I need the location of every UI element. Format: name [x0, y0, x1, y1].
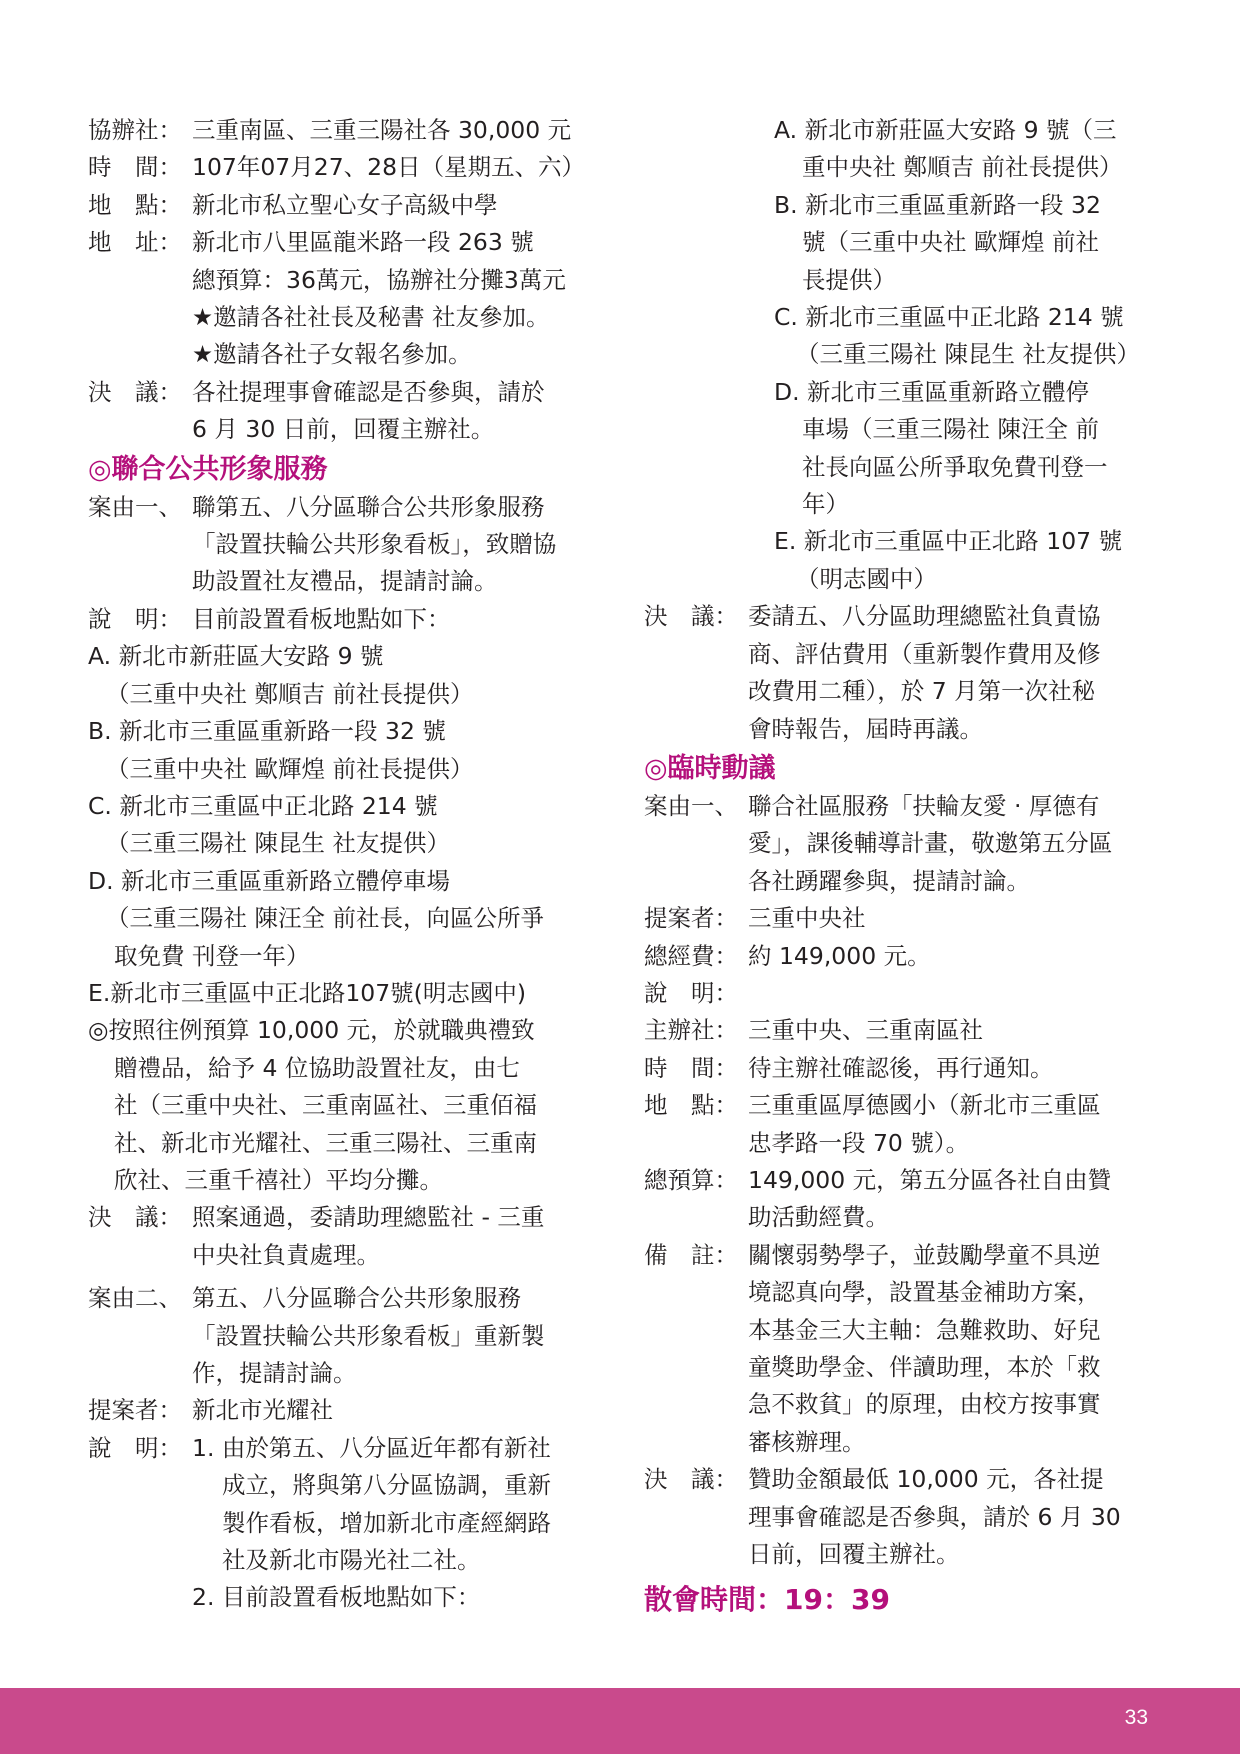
- resolution-cont: 中央社負責處理。: [192, 1240, 380, 1269]
- location-note: （三重中央社 鄭順吉 前社長提供）: [106, 679, 474, 708]
- section-heading-extempore: ◎臨時動議: [644, 752, 776, 784]
- resolution-row: 決 議： 贊助金額最低 10,000 元，各社提: [644, 1465, 1104, 1494]
- resolution-cont: 理事會確認是否參與，請於 6 月 30: [748, 1502, 1121, 1531]
- address-note: 總預算：36萬元，協辦社分攤3萬元: [192, 265, 566, 294]
- location-item: D. 新北市三重區重新路立體停: [774, 377, 1090, 406]
- location-item: D. 新北市三重區重新路立體停車場: [88, 866, 451, 895]
- total-fund-row: 總經費： 約 149,000 元。: [644, 941, 931, 970]
- page-number: 33: [1124, 1706, 1148, 1729]
- closing-time: 散會時間：19：39: [644, 1583, 890, 1617]
- resolution-cont: 改費用二種），於 7 月第一次社秘: [748, 677, 1096, 706]
- case-cont: 助設置社友禮品，提請討論。: [192, 567, 498, 596]
- resolution-cont: 6 月 30 日前，回覆主辦社。: [192, 415, 495, 444]
- case-row: 案由一、 聯第五、八分區聯合公共形象服務: [88, 492, 545, 521]
- budget-row: 總預算： 149,000 元，第五分區各社自由贊: [644, 1165, 1112, 1194]
- location-item: B. 新北市三重區重新路一段 32 號: [88, 717, 446, 746]
- location-note: （三重三陽社 陳昆生 社友提供）: [106, 829, 450, 858]
- explain-cont: 製作看板，增加新北市產經網路: [222, 1508, 551, 1537]
- proposer-row: 提案者： 新北市光耀社: [88, 1396, 333, 1425]
- left-column: [88, 112, 608, 1617]
- case-cont: 作，提請討論。: [192, 1359, 357, 1387]
- time-row: 時 間： 待主辦社確認後，再行通知。: [644, 1053, 1054, 1082]
- case-cont: 「設置扶輪公共形象看板」重新製: [192, 1321, 545, 1350]
- location-cont: 重中央社 鄭順吉 前社長提供）: [802, 153, 1123, 182]
- proposer-row: 提案者： 三重中央社: [644, 904, 866, 933]
- budget-note: 社（三重中央社、三重南區社、三重佰福: [114, 1091, 537, 1120]
- host-row: 主辦社： 三重中央、三重南區社: [644, 1016, 983, 1045]
- case-cont: 各社踴躍參與，提請討論。: [748, 866, 1030, 895]
- resolution-cont: 日前，回覆主辦社。: [748, 1540, 960, 1569]
- address-row: 地 址： 新北市八里區龍米路一段 263 號: [88, 228, 534, 257]
- location-cont: 車場（三重三陽社 陳汪全 前: [802, 415, 1099, 444]
- case-row: 案由一、 聯合社區服務「扶輪友愛 ‧ 厚德有: [644, 791, 1100, 820]
- explain-cont: 成立，將與第八分區協調，重新: [222, 1471, 551, 1500]
- location-cont: 號（三重中央社 歐輝煌 前社: [802, 228, 1099, 257]
- remark-cont: 急不救貧」的原理，由校方按事實: [748, 1390, 1101, 1419]
- location-cont: 年）: [802, 490, 849, 519]
- address-note: ★邀請各社社長及秘書 社友參加。: [192, 303, 550, 332]
- resolution-row: 決 議： 各社提理事會確認是否參與，請於: [88, 377, 545, 406]
- explain-row: 說 明：: [644, 978, 738, 1007]
- location-cont: 社長向區公所爭取免費刊登一: [802, 452, 1108, 481]
- remark-cont: 本基金三大主軸：急難救助、好兒: [748, 1315, 1101, 1344]
- location-note: （三重三陽社 陳汪全 前社長，向區公所爭: [106, 904, 544, 933]
- co-organizer-row: 協辦社： 三重南區、三重三陽社各 30,000 元: [88, 116, 572, 144]
- location-cont: （明志國中）: [796, 564, 937, 593]
- venue-cont: 忠孝路一段 70 號）。: [748, 1128, 970, 1157]
- address-note: ★邀請各社子女報名參加。: [192, 340, 472, 369]
- budget-note: ◎按照往例預算 10,000 元，於就職典禮致: [88, 1016, 535, 1045]
- section-heading-public-image: ◎聯合公共形象服務: [88, 453, 328, 485]
- budget-note: 社、新北市光耀社、三重三陽社、三重南: [114, 1128, 537, 1157]
- resolution-row: 決 議： 委請五、八分區助理總監社負責協: [644, 602, 1101, 631]
- budget-note: 贈禮品，給予 4 位協助設置社友，由七: [114, 1053, 520, 1082]
- venue-row: 地 點： 三重重區厚德國小（新北市三重區: [644, 1091, 1101, 1120]
- remark-cont: 審核辦理。: [748, 1427, 866, 1456]
- location-item: C. 新北市三重區中正北路 214 號: [774, 303, 1124, 332]
- location-item: B. 新北市三重區重新路一段 32: [774, 190, 1101, 219]
- remark-cont: 境認真向學，設置基金補助方案，: [748, 1278, 1101, 1307]
- remark-row: 備 註： 關懷弱勢學子，並鼓勵學童不具逆: [644, 1240, 1101, 1269]
- right-column: [644, 112, 1154, 1621]
- location-note: （三重中央社 歐輝煌 前社長提供）: [106, 754, 474, 783]
- case-cont: 愛」，課後輔導計畫，敬邀第五分區: [748, 829, 1113, 858]
- case-row: 案由二、 第五、八分區聯合公共形象服務: [88, 1284, 521, 1313]
- budget-cont: 助活動經費。: [748, 1203, 889, 1232]
- budget-note: 欣社、三重千禧社）平均分攤。: [114, 1165, 443, 1194]
- explain-row: 說 明： 1. 由於第五、八分區近年都有新社: [88, 1433, 551, 1462]
- explain-row: 說 明： 目前設置看板地點如下：: [88, 604, 451, 633]
- location-item: E.新北市三重區中正北路107號(明志國中): [88, 978, 527, 1007]
- location-item: A. 新北市新莊區大安路 9 號（三: [774, 116, 1117, 144]
- explain-item: 2. 目前設置看板地點如下：: [192, 1583, 481, 1612]
- location-item: A. 新北市新莊區大安路 9 號: [88, 642, 384, 671]
- resolution-cont: 商、評估費用（重新製作費用及修: [748, 639, 1101, 668]
- resolution-row: 決 議： 照案通過，委請助理總監社 - 三重: [88, 1203, 545, 1232]
- resolution-cont: 會時報告，屆時再議。: [748, 714, 983, 743]
- location-note: 取免費 刊登一年）: [114, 941, 310, 970]
- time-row: 時 間： 107年07月27、28日（星期五、六）: [88, 153, 586, 182]
- explain-cont: 社及新北市陽光社二社。: [222, 1546, 481, 1575]
- case-cont: 「設置扶輪公共形象看板」，致贈協: [192, 530, 557, 559]
- location-cont: 長提供）: [802, 265, 896, 294]
- venue-row: 地 點： 新北市私立聖心女子高級中學: [88, 190, 498, 219]
- location-cont: （三重三陽社 陳昆生 社友提供）: [796, 340, 1140, 369]
- remark-cont: 童獎助學金、伴讀助理，本於「救: [748, 1353, 1101, 1381]
- footer-bar: [0, 1688, 1240, 1754]
- location-item: E. 新北市三重區中正北路 107 號: [774, 527, 1123, 556]
- location-item: C. 新北市三重區中正北路 214 號: [88, 791, 438, 820]
